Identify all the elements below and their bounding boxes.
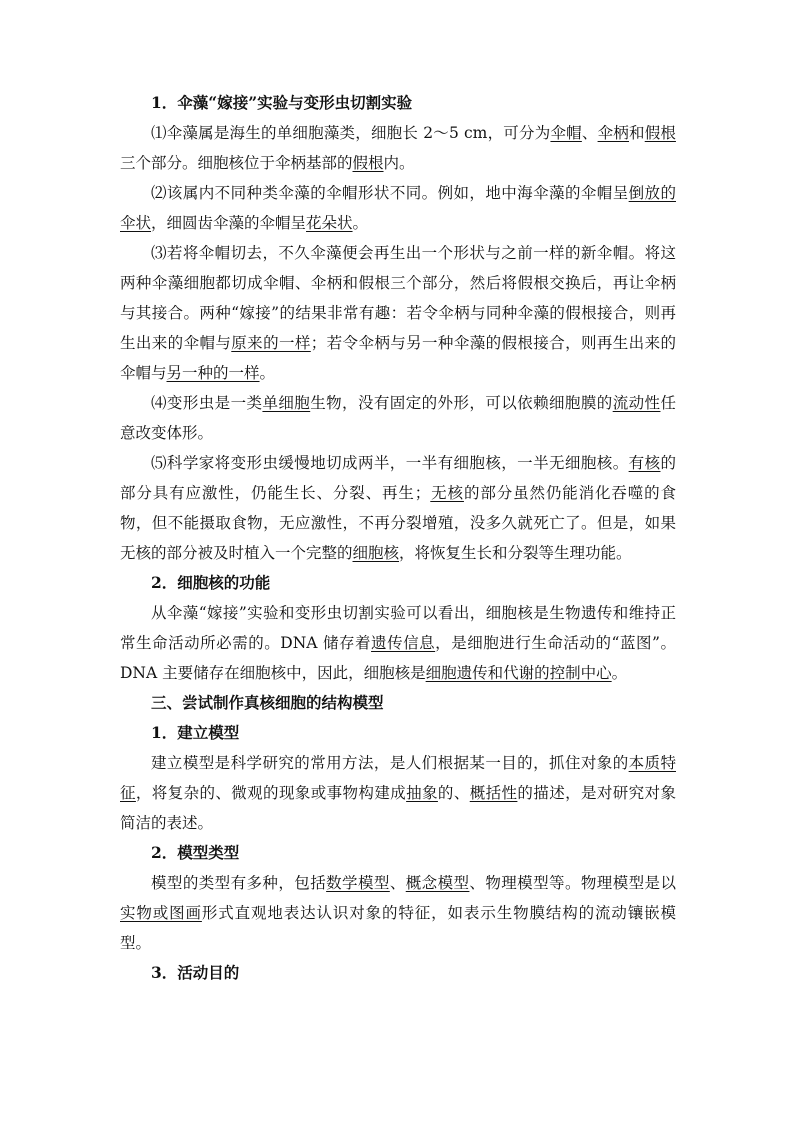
subsection-heading-3-1: 1．建立模型 — [151, 723, 240, 742]
answer-blank: 伞帽 — [550, 124, 582, 142]
paragraph-5: ⑸科学家将变形虫缓慢地切成两半，一半有细胞核，一半无细胞核。有核的部分具有应激性，仍能生长、分裂、再生；无核的部分虽然仍能消化吞噬的食物，但不能摄取食物，无应激性，不再分裂增殖，没多久就死亡了。但是，如果无核的部分被及时植入一个完整的细胞核，将恢复生长和分裂等生理功能。 — [120, 454, 676, 562]
answer-blank: 花朵状 — [306, 214, 353, 232]
answer-blank: 假根 — [644, 124, 676, 142]
answer-blank: 假根 — [352, 154, 384, 172]
answer-blank: 倒放的伞状 — [120, 184, 676, 232]
answer-blank: 细胞遗传和代谢的控制中心 — [425, 664, 612, 682]
answer-blank: 单细胞 — [262, 394, 311, 412]
section-heading-1: 1．伞藻“嫁接”实验与变形虫切割实验 — [151, 93, 413, 112]
answer-blank: 原来的一样 — [231, 334, 311, 352]
answer-blank: 无核 — [430, 484, 464, 502]
answer-blank: 数学模型 — [326, 874, 390, 892]
paragraph-2: ⑵该属内不同种类伞藻的伞帽形状不同。例如，地中海伞藻的伞帽呈倒放的伞状，细圆齿伞藻的伞帽呈花朵状。 — [120, 184, 676, 232]
answer-blank: 概念模型 — [405, 874, 470, 892]
answer-blank: 抽象 — [406, 784, 438, 802]
document-body — [120, 88, 676, 988]
answer-blank: 另一种的一样 — [166, 364, 260, 382]
paragraph-4: ⑷变形虫是一类单细胞生物，没有固定的外形，可以依赖细胞膜的流动性任意改变体形。 — [120, 394, 676, 442]
answer-blank: 实物或图画 — [120, 904, 202, 922]
answer-blank: 本质特征 — [120, 754, 676, 802]
paragraph-3: ⑶若将伞帽切去，不久伞藻便会再生出一个形状与之前一样的新伞帽。将这两种伞藻细胞都切成伞帽、伞柄和假根三个部分，然后将假根交换后，再让伞柄与其接合。两种“嫁接”的结果非常有趣：若令伞柄与同种伞藻的假根接合，则再生出来的伞帽与原来的一样；若令伞柄与另一种伞藻的假根接合，则再生出来的伞帽与另一种的一样。 — [120, 244, 676, 382]
paragraph-8: 模型的类型有多种，包括数学模型、概念模型、物理模型等。物理模型是以实物或图画形式直观地表达认识对象的特征，如表示生物膜结构的流动镶嵌模型。 — [120, 874, 676, 952]
section-heading-2: 2．细胞核的功能 — [151, 573, 271, 592]
answer-blank: 概括性 — [469, 784, 518, 802]
answer-blank: 有核 — [628, 454, 661, 472]
subsection-heading-3-2: 2．模型类型 — [151, 843, 240, 862]
section-heading-3: 三、尝试制作真核细胞的结构模型 — [151, 693, 384, 712]
paragraph-7: 建立模型是科学研究的常用方法，是人们根据某一目的，抓住对象的本质特征，将复杂的、微观的现象或事物构建成抽象的、概括性的描述，是对研究对象简洁的表述。 — [120, 754, 676, 832]
answer-blank: 伞柄 — [597, 124, 629, 142]
answer-blank: 遗传信息 — [371, 634, 436, 652]
answer-blank: 流动性 — [612, 394, 661, 412]
paragraph-1: ⑴伞藻属是海生的单细胞藻类，细胞长 2～5 cm，可分为伞帽、伞柄和假根三个部分。细胞核位于伞柄基部的假根内。 — [120, 124, 676, 172]
answer-blank: 细胞核 — [352, 544, 400, 562]
subsection-heading-3-3: 3．活动目的 — [151, 963, 240, 982]
paragraph-6: 从伞藻“嫁接”实验和变形虫切割实验可以看出，细胞核是生物遗传和维持正常生命活动所必需的。DNA 储存着遗传信息，是细胞进行生命活动的“蓝图”。DNA 主要储存在细胞核中，因此，细胞核是细胞遗传和代谢的控制中心。 — [120, 604, 676, 682]
